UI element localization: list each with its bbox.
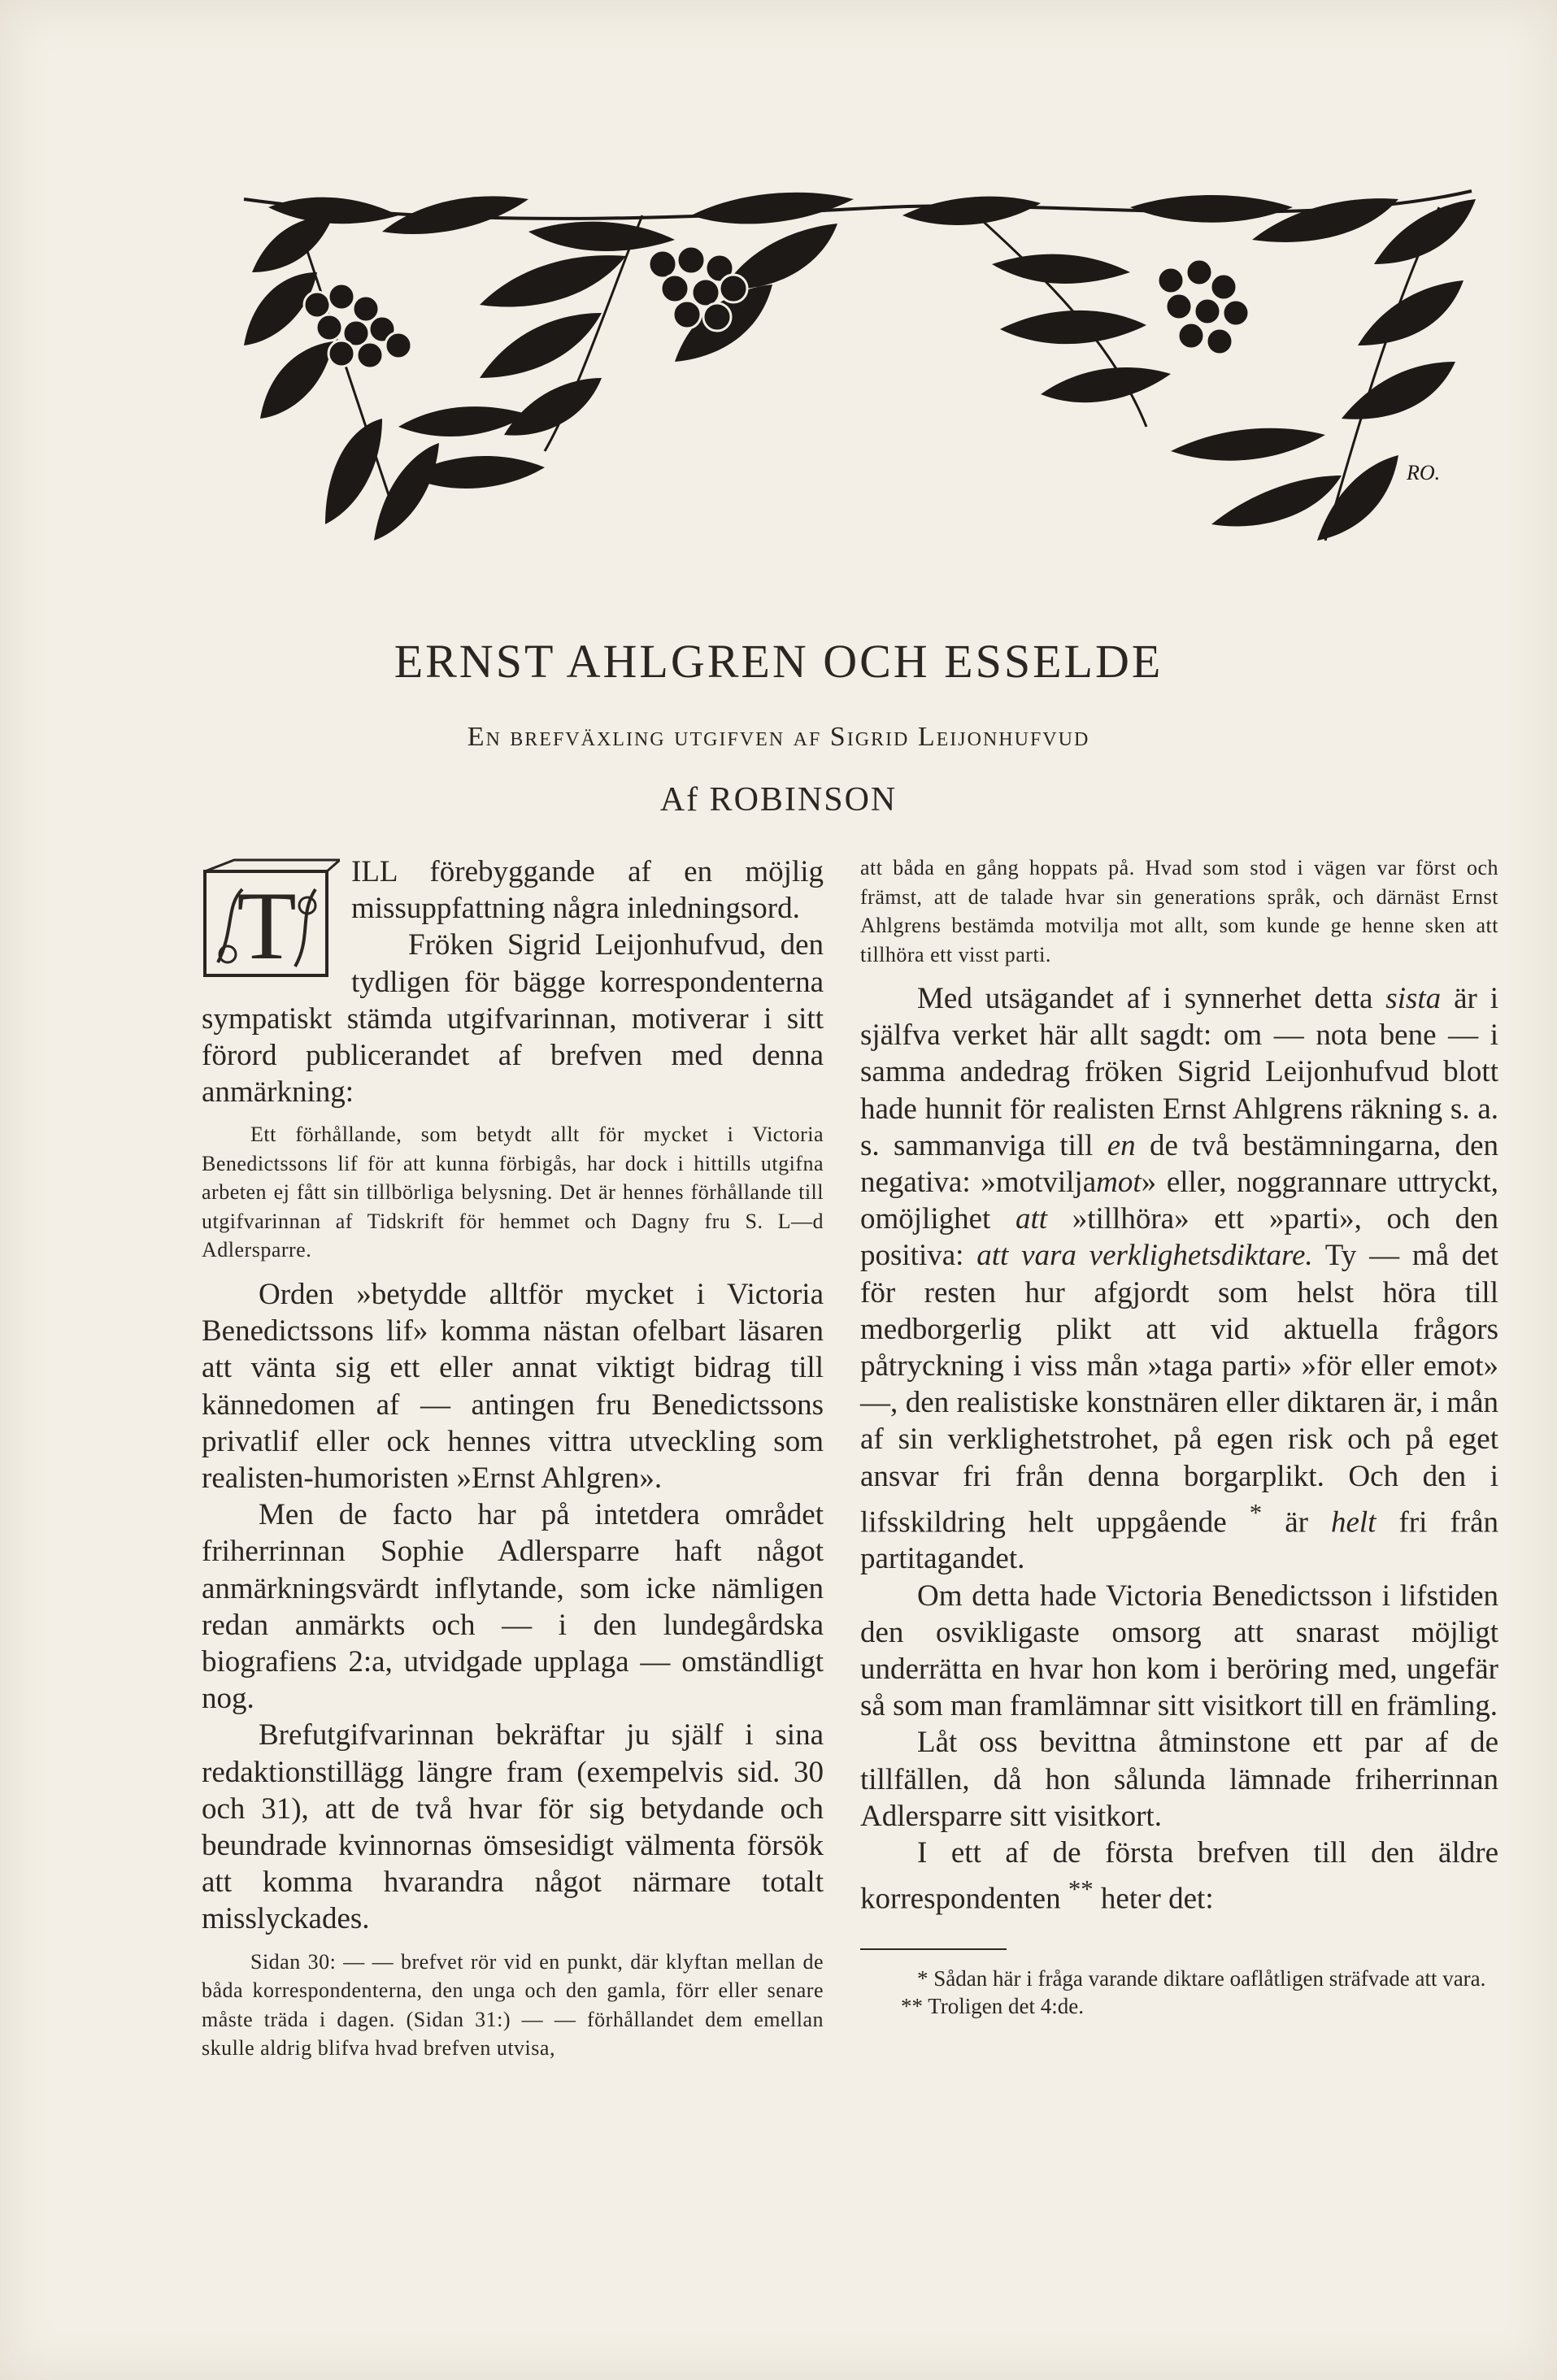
text-run: »tillhöra» ett »parti», och den positiva: (860, 1202, 1499, 1273)
footnote-marker[interactable]: * (1249, 1498, 1263, 1527)
footnote-text: Troligen det 4:de. (928, 1993, 1085, 2018)
block-quote: Sidan 30: — — brefvet rör vid en punkt, där klyftan mellan de båda korrespondenterna, den unga och den gamla, förr eller senare måste träda i dagen. (Sidan 31:) — — förhållandet dem emellan skulle aldrig blifva hvad brefven utvisa, (202, 1949, 824, 2061)
ornament-svg (236, 183, 1480, 557)
text-run: Ty — må det för resten hur afgjordt som helst höra till medborgerlig plikt att vid aktuella frågors påtryckning i viss mån »taga parti» »för eller emot» —, den realistiske konstnären eller diktaren är, i mån af sin verklighetstrohet, på egen risk och på eget ansvar fri från denna borgarplikt. Och den i lifsskildring helt uppgående (860, 1239, 1499, 1540)
left-column (202, 853, 824, 2074)
paragraph: Om detta hade Victoria Benedictsson i lifstiden den osvikligaste omsorg att snarast möjligt underrätta en hvar hon kom i beröring med, ungefär så som man framlämnar sitt visitkort till en främling. (860, 1579, 1498, 1723)
emphasis: helt (1330, 1505, 1377, 1540)
footnote-divider (860, 1948, 1007, 1950)
emphasis: att (1015, 1202, 1048, 1236)
emphasis: mot (1096, 1166, 1142, 1200)
text-run: de två bestämningarna, den negativa: »motvilja (860, 1128, 1499, 1200)
ornament-monogram: RO. (1407, 461, 1441, 484)
block-quote: Ett förhållande, som betydt allt för mycket i Victoria Benedictssons lif för att kunna förbigås, har dock i hittills utgifna arbeten ej fått sin tillbörliga belysning. Det är hennes förhållande till utgifvarinnan af Tidskrift för hemmet och Dagny fru S. L—d Adlersparre. (202, 1123, 824, 1262)
paragraph: Fröken Sigrid Leijonhufvud, den tydligen för bägge korrespondenterna sympatiskt stämda utgifvarinnan, motiverar i sitt förord publicerandet af brefven med denna anmärkning: (202, 928, 824, 1110)
opening-text: ILL förebyggande af en möjlig missuppfattning några inledningsord. (351, 855, 824, 926)
article-subtitle: En brefväxling utgifven af Sigrid Leijonhufvud (467, 722, 1090, 752)
text-run: fri från partitagandet. (860, 1505, 1499, 1576)
text-run: I ett af de första brefven till den äldre korrespondenten (860, 1836, 1498, 1916)
rowan-branch-ornament (236, 183, 1480, 557)
paragraph: Låt oss bevittna åtminstone ett par af de tillfällen, då hon sålunda lämnade friherrinnan Adlersparre sitt visitkort. (860, 1726, 1498, 1833)
footnote (860, 1965, 1498, 1992)
text-run: är i själfva verket här allt sagdt: om — nota bene — i samma andedrag fröken Sigrid Leijonhufvud blott hade hunnit för realisten Ernst Ahlgrens räkning s. a. s. sammanviga till (860, 982, 1499, 1162)
footnote-mark: ** (901, 1993, 923, 2018)
text-run: » eller, noggrannare uttryckt, omöjlighet (860, 1166, 1498, 1236)
text-run: heter det: (1100, 1882, 1214, 1916)
emphasis: sista (1385, 982, 1442, 1015)
paragraph: Men de facto har på intetdera området friherrinnan Sophie Adlersparre haft något anmärkningsvärdt inflytande, som icke nämligen redan anmärkts och — i den lundegårdska biografiens 2:a, utvidgade upplaga — omständligt nog. (202, 1498, 824, 1716)
emphasis: en (1107, 1128, 1136, 1162)
paragraph: Orden »betydde alltför mycket i Victoria Benedictssons lif» komma nästan ofelbart läsaren att vänta sig ett eller annat viktigt bidrag till kännedomen af — antingen fru Benedictssons privatlif eller ock hennes vittra utveckling som realisten-humoristen »Ernst Ahlgren». (202, 1277, 824, 1495)
emphasis: att vara verklighetsdiktare. (976, 1239, 1313, 1273)
block-quote-continued: att båda en gång hoppats på. Hvad som stod i vägen var först och främst, att de talade hvar sin generations språk, och därnäst Ernst Ahlgrens bestämda motvilja mot allt, som kunde ge henne sken att tillhöra ett visst parti. (860, 856, 1498, 966)
decorated-initial-icon (202, 857, 340, 980)
paragraph (860, 980, 1498, 1578)
footnote-text: Sådan här i fråga varande diktare oaflåtligen sträfvade att vara. (933, 1965, 1486, 1991)
paragraph (860, 1835, 1498, 1917)
footnote (860, 1992, 1498, 2020)
article-byline: Af ROBINSON (659, 781, 898, 819)
paragraph: Brefutgifvarinnan bekräftar ju själf i sina redaktionstillägg längre fram (exempelvis sid. 30 och 31), att de två hvar för sig betydande och beundrade kvinnornas ömsesidigt välmenta försök att komma hvarandra något närmare totalt misslyckades. (202, 1718, 824, 1936)
text-run: är (1285, 1505, 1308, 1540)
opening-paragraph (202, 853, 824, 1110)
footnote-marker[interactable]: ** (1068, 1875, 1094, 1904)
right-column (860, 853, 1498, 2020)
dropcap-letter: T (237, 871, 297, 979)
text-run: Med utsägandet af i synnerhet detta (917, 982, 1373, 1015)
article-title: ERNST AHLGREN OCH ESSELDE (394, 635, 1163, 688)
footnote-mark: * (917, 1965, 929, 1991)
